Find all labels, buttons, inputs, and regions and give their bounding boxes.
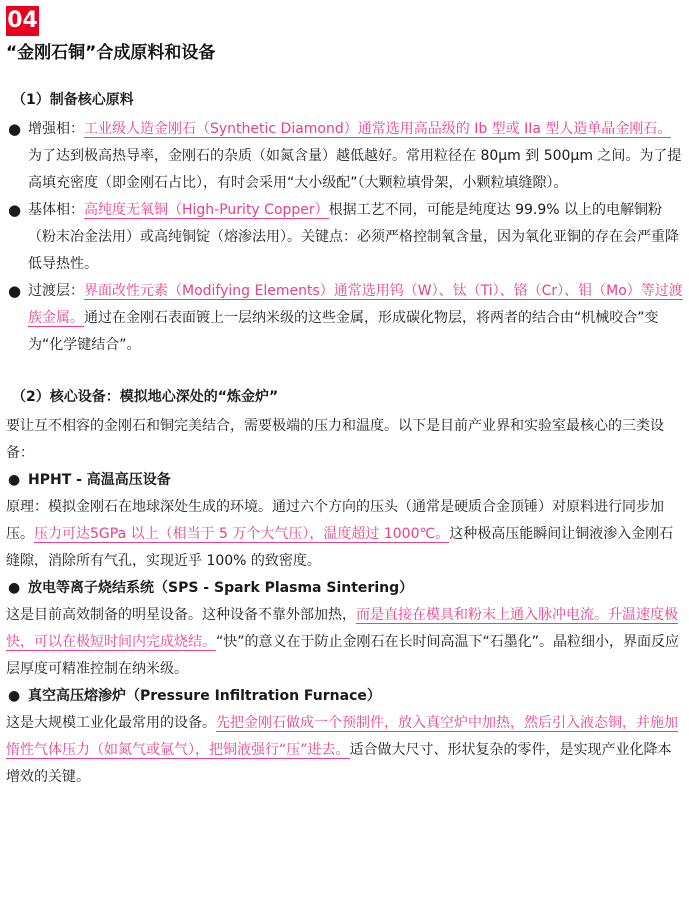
device-paragraph (6, 494, 684, 575)
highlighted-text: 压力可达5GPa 以上（相当于 5 万个大气压），温度超过 1000℃。 (34, 526, 450, 542)
highlighted-text: 而是直接在模具和粉末上通入脉冲电流。升温速度极快，可以在极短时间内完成烧结。 (6, 607, 678, 650)
paragraph-text: 原理：模拟金刚石在地球深处生成的环境。通过六个方向的压头（通常是硬质合金顶锤）对原料进行同步加压。 (6, 499, 664, 542)
paragraph-text: 这种极高压能瞬间让铜液渗入金刚石缝隙，消除所有气孔，实现近乎 100% 的致密度。 (6, 526, 674, 569)
article-body (6, 90, 684, 791)
bullet-icon: ● (8, 472, 21, 488)
list-item (6, 278, 684, 359)
section-number-badge: 04 (6, 6, 39, 36)
list-item (6, 197, 684, 278)
item-text: 根据工艺不同，可能是纯度达 99.9% 以上的电解铜粉（粉末冶金法用）或高纯铜锭（熔渗法用）。关键点：必须严格控制氧含量，因为氧化亚铜的存在会严重降低导热性。 (28, 202, 679, 272)
device-name: 放电等离子烧结系统（SPS - Spark Plasma Sintering） (28, 580, 414, 596)
bullet-icon: ● (8, 201, 22, 219)
item-label: 过渡层： (28, 283, 84, 299)
highlighted-text: 工业级人造金刚石（Synthetic Diamond）通常选用高品级的 Ib 型或 IIa 型人造单晶金刚石。 (84, 121, 672, 137)
item-label: 增强相： (28, 121, 84, 137)
page-title: “金刚石铜”合成原料和设备 (6, 43, 216, 63)
highlighted-text: 界面改性元素（Modifying Elements）通常选用钨（W）、钛（Ti）、铬（Cr）、钼（Mo）等过渡族金属。 (28, 283, 683, 326)
paragraph-text: 这是目前高效制备的明星设备。这种设备不靠外部加热， (6, 607, 356, 623)
bullet-icon: ● (8, 282, 22, 300)
highlighted-text: 先把金刚石做成一个预制件，放入真空炉中加热，然后引入液态铜，并施加惰性气体压力（如氮气或氩气），把铜液强行“压”进去。 (6, 715, 678, 758)
paragraph-text: 这是大规模工业化最常用的设备。 (6, 715, 216, 731)
device-heading-sps (6, 575, 684, 602)
intro-paragraph: 要让互不相容的金刚石和铜完美结合，需要极端的压力和温度。以下是目前产业界和实验室最核心的三类设备： (6, 418, 664, 461)
section-heading-materials: （1）制备核心原料 (12, 92, 134, 108)
item-label: 基体相： (28, 202, 84, 218)
item-text: 为了达到极高热导率，金刚石的杂质（如氮含量）越低越好。常用粒径在 80μm 到 500μm 之间。为了提高填充密度（即金刚石占比），有时会采用“大小级配”（大颗粒填骨架，小颗粒填缝隙）。 (28, 148, 682, 191)
paragraph-text: 适合做大尺寸、形状复杂的零件，是实现产业化降本增效的关键。 (6, 742, 672, 785)
bullet-icon: ● (8, 688, 21, 704)
device-heading-infiltration (6, 683, 684, 710)
device-name: 真空高压熔渗炉（Pressure Infiltration Furnace） (28, 688, 381, 704)
device-paragraph (6, 710, 684, 791)
materials-list (6, 116, 684, 359)
device-paragraph (6, 602, 684, 683)
paragraph-text: “快”的意义在于防止金刚石在长时间高温下“石墨化”。晶粒细小，界面反应层厚度可精准控制在纳米级。 (6, 634, 680, 677)
highlighted-text: 高纯度无氧铜（High-Purity Copper） (84, 202, 329, 218)
bullet-icon: ● (8, 580, 21, 596)
device-name: HPHT - 高温高压设备 (28, 472, 171, 488)
item-text: 通过在金刚石表面镀上一层纳米级的这些金属，形成碳化物层，将两者的结合由“机械咬合”变为“化学键结合”。 (28, 310, 659, 353)
section-heading-equipment: （2）核心设备：模拟地心深处的“炼金炉” (12, 389, 279, 405)
bullet-icon: ● (8, 120, 22, 138)
device-heading-hpht (6, 467, 684, 494)
list-item (6, 116, 684, 197)
